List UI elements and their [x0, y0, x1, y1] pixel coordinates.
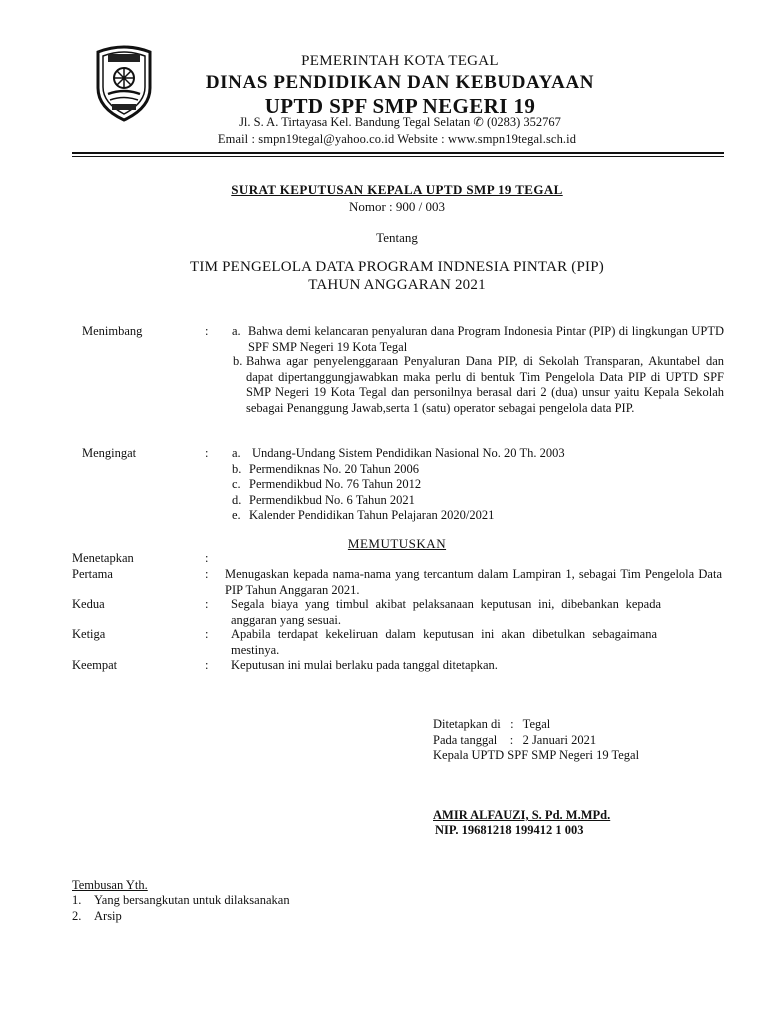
signature-place: Ditetapkan di : Tegal — [433, 717, 551, 731]
menetapkan-label: Menetapkan — [72, 551, 134, 565]
menimbang-a-text: Bahwa demi kelancaran penyaluran dana Program Indonesia Pintar (PIP) di lingkungan UPTD SPF SMP Negeri 19 Kota Tegal — [248, 324, 724, 354]
header-rule-thick — [72, 152, 724, 154]
ketiga-colon: : — [205, 627, 209, 641]
decree-subject-line2: TAHUN ANGGARAN 2021 — [308, 277, 486, 293]
menimbang-colon: : — [205, 324, 209, 338]
signatory-nip: NIP. 19681218 199412 1 003 — [435, 823, 584, 837]
mengingat-list — [232, 446, 565, 524]
list-item: d. Permendikbud No. 6 Tahun 2021 — [232, 492, 415, 507]
keempat-label: Keempat — [72, 658, 118, 672]
pertama-colon: : — [205, 567, 209, 581]
list-item: 1. Yang bersangkutan untuk dilaksanakan — [72, 893, 290, 907]
menetapkan-colon: : — [205, 551, 209, 565]
ketiga-text: Apabila terdapat kekeliruan dalam keputusan ini akan dibetulkan sebagaimana mestinya. — [231, 627, 657, 657]
keempat-colon: : — [205, 658, 209, 672]
list-item: a. Undang-Undang Sistem Pendidikan Nasional No. 20 Th. 2003 — [232, 446, 565, 460]
menimbang-a-marker: a. — [232, 324, 241, 338]
contact-line: Email : smpn19tegal@yahoo.co.id Website : www.smpn19tegal.sch.id — [217, 132, 577, 146]
decree-about: Tentang — [376, 230, 418, 245]
signature-date: Pada tanggal : 2 Januari 2021 — [433, 733, 597, 747]
pertama-label: Pertama — [72, 567, 113, 581]
agency-name: DINAS PENDIDIKAN DAN KEBUDAYAAN — [205, 72, 595, 93]
tembusan-heading: Tembusan Yth. — [72, 878, 148, 892]
list-item: e. Kalender Pendidikan Tahun Pelajaran 2020/2021 — [232, 508, 495, 522]
menimbang-b-text: Bahwa agar penyelenggaraan Penyaluran Dana PIP, di Sekolah Transparan, Akuntabel dan dapat dipertanggungjawabkan maka perlu di bentuk Tim Pengelola Data PIP di UPTD SPF SMP Negeri 19 Kota Tegal dan personilnya berasal dari 2 (dua) unsur yaitu Kepala Sekolah sebagai Penanggung Jawab,serta 1 (satu) operator sebagai pengelola data PIP. — [246, 354, 724, 415]
school-name: UPTD SPF SMP NEGERI 19 — [264, 94, 536, 118]
list-item: 2. Arsip — [72, 908, 122, 923]
tembusan-list — [72, 893, 290, 924]
menimbang-b-marker: b. — [233, 354, 243, 368]
signature-position: Kepala UPTD SPF SMP Negeri 19 Tegal — [433, 748, 640, 762]
decree-subject-line1: TIM PENGELOLA DATA PROGRAM INDNESIA PINTAR (PIP) — [190, 259, 604, 275]
decree-number: Nomor : 900 / 003 — [348, 199, 446, 214]
ketiga-label: Ketiga — [72, 627, 106, 641]
kedua-label: Kedua — [72, 597, 105, 611]
list-item: c. Permendikbud No. 76 Tahun 2012 — [232, 477, 422, 491]
address-line: Jl. S. A. Tirtayasa Kel. Bandung Tegal Selatan ✆ (0283) 352767 — [239, 115, 561, 129]
header-rule-thin — [72, 156, 724, 157]
keempat-text: Keputusan ini mulai berlaku pada tanggal ditetapkan. — [231, 658, 498, 672]
list-item: b. Permendiknas No. 20 Tahun 2006 — [232, 461, 420, 476]
signatory-name: AMIR ALFAUZI, S. Pd. M.MPd. — [433, 808, 611, 822]
pertama-text: Menugaskan kepada nama-nama yang tercantum dalam Lampiran 1, sebagai Tim Pengelola Data PIP Tahun Anggaran 2021. — [225, 567, 722, 597]
memutuskan-heading: MEMUTUSKAN — [347, 536, 447, 551]
mengingat-label: Mengingat — [82, 446, 137, 460]
menimbang-label: Menimbang — [82, 324, 143, 338]
kedua-text: Segala biaya yang timbul akibat pelaksanaan keputusan ini, dibebankan kepada anggaran yang sesuai. — [231, 597, 661, 627]
decree-title: SURAT KEPUTUSAN KEPALA UPTD SMP 19 TEGAL — [231, 182, 563, 197]
kedua-colon: : — [205, 597, 209, 611]
mengingat-colon: : — [205, 446, 209, 460]
gov-name: PEMERINTAH KOTA TEGAL — [301, 53, 499, 69]
